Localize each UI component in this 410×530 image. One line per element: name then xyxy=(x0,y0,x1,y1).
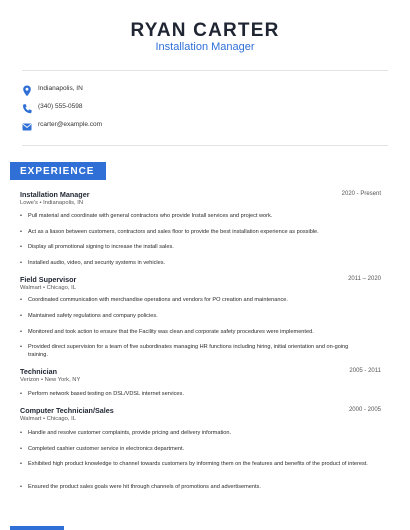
contact-phone xyxy=(22,102,382,116)
job-dates: 2011 – 2020 xyxy=(348,276,381,282)
experience-section-header xyxy=(10,162,106,180)
email-text: rcarter@example.com xyxy=(38,121,103,128)
job-title: Technician xyxy=(20,367,58,376)
job-title: Computer Technician/Sales xyxy=(20,406,114,415)
job-bullet: • Monitored and took action to ensure that the Facility was clean and corporate safety procedures were implemented. xyxy=(20,329,314,335)
contact-email xyxy=(22,120,382,134)
header-divider xyxy=(22,70,388,71)
contact-divider xyxy=(22,145,388,146)
experience-heading: EXPERIENCE xyxy=(20,166,95,177)
job-bullet: • Act as a liason between customers, contractors and sales floor to provide the best installation experience as possible. xyxy=(20,229,319,235)
job-bullet: • Completed cashier customer service in electronics department. xyxy=(20,446,185,452)
job-dates: 2000 - 2005 xyxy=(348,407,381,413)
location-text: Indianapolis, IN xyxy=(38,85,83,92)
job-bullet: • Display all promotional signing to increase the install sales. xyxy=(20,244,174,250)
phone-text: (340) 555-0598 xyxy=(38,103,83,110)
job-company: Lowe's • Indianapolis, IN xyxy=(20,200,84,206)
contact-location xyxy=(22,84,382,98)
job-dates: 2005 - 2011 xyxy=(349,368,381,374)
job-bullet: • Provided direct supervision for a team of five subordinates managing HR functions including hiring, initial orientation and on-going training. xyxy=(20,344,349,359)
job-bullet: • Ensured the product sales goals were hit through channels of promotions and advertisements. xyxy=(20,484,261,490)
job-bullet: • Installed audio, video, and security systems in vehicles. xyxy=(20,260,166,266)
phone-icon xyxy=(22,102,32,114)
map-pin-icon xyxy=(22,84,32,96)
job-company: Walmart • Chicago, IL xyxy=(20,416,76,422)
resume-title: Installation Manager xyxy=(155,41,255,53)
job-title: Field Supervisor xyxy=(20,275,77,284)
next-section-bar xyxy=(10,526,64,530)
job-dates: 2020 - Present xyxy=(341,191,381,197)
job-bullet: • Perform network based testing on DSL/VDSL internet services. xyxy=(20,391,184,397)
job-company: Verizon • New York, NY xyxy=(20,377,81,383)
job-bullet: • Maintained safety regulations and company policies. xyxy=(20,313,158,319)
job-bullet: • Pull material and coordinate with general contractors who provide Install services and project work. xyxy=(20,213,273,219)
job-bullet: • Exhibited high product knowledge to channel towards customers by informing them on the features and benefits of the product of interest. xyxy=(20,461,368,467)
job-company: Walmart • Chicago, IL xyxy=(20,285,76,291)
job-title: Installation Manager xyxy=(20,190,90,199)
envelope-icon xyxy=(22,120,32,132)
job-bullet: • Coordinated communication with merchandise operations and vendors for PO creation and maintenance. xyxy=(20,297,288,303)
resume-name: RYAN CARTER xyxy=(130,20,280,41)
job-bullet: • Handle and resolve customer complaints, provide pricing and delivery information. xyxy=(20,430,232,436)
